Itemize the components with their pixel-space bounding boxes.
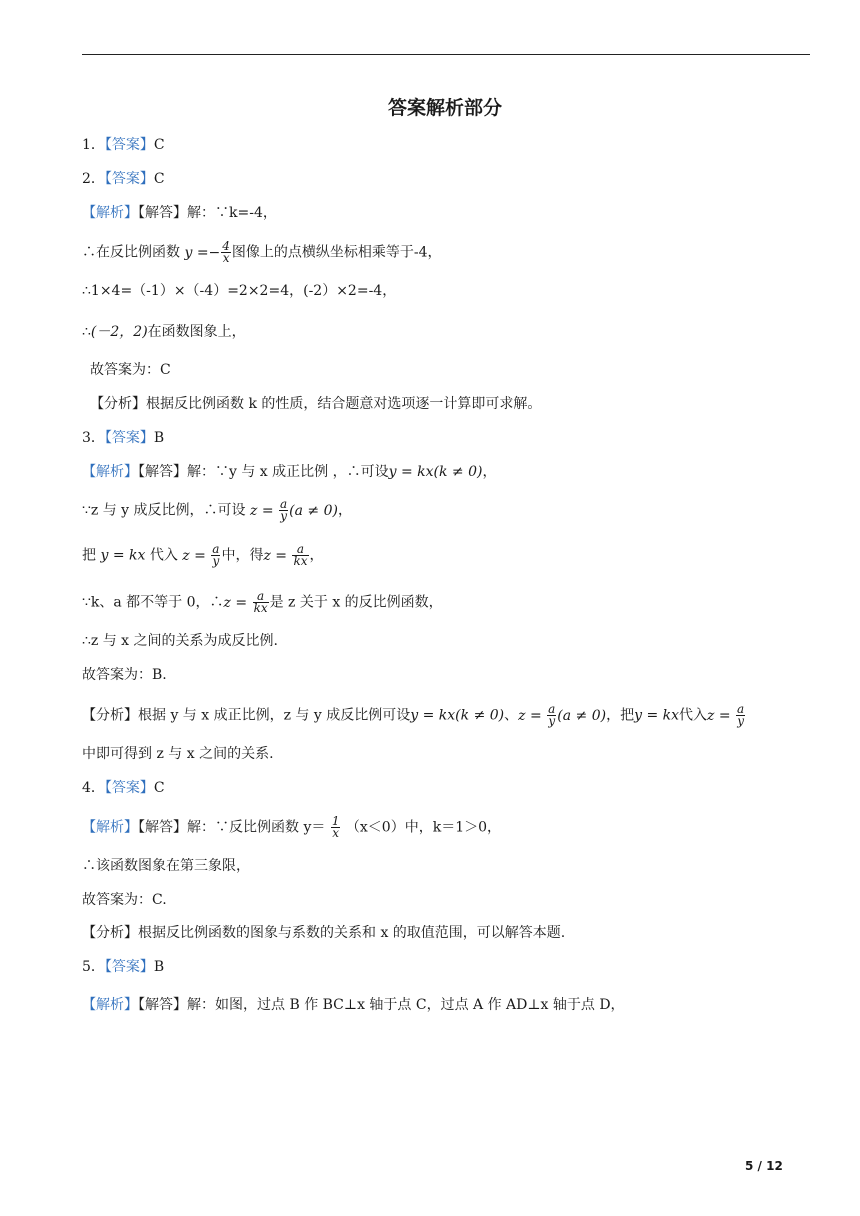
- q3-solution-2: ∵z 与 y 成反比例，∴可设 z = $\frac{a}{y}$ (a ≠ 0)，: [82, 497, 352, 523]
- q4-solution-3: 故答案为：C.: [82, 892, 167, 908]
- q3-analysis-1: 【分析】根据 y 与 x 成正比例，z 与 y 成反比例可设y = kx(k ≠ 0)、z = $\frac{a}{y}$ (a ≠ 0)，把y = kx代入z = $\frac{a}{y}$: [82, 702, 745, 728]
- page-title: 答案解析部分: [387, 97, 502, 119]
- q4-solution-2: ∴该函数图象在第三象限，: [82, 858, 250, 874]
- q2-solution-3: ∴1×4=（-1）×（-4）=2×2=4，(-2）×2=-4，: [82, 283, 397, 299]
- q3-solution-1: 【解析】【解答】解：∵y 与 x 成正比例 ，∴可设y = kx(k ≠ 0)，: [82, 464, 497, 480]
- page-number: 5 / 12: [745, 1159, 783, 1173]
- q5-solution-1: 【解析】【解答】解：如图，过点 B 作 BC⊥x 轴于点 C，过点 A 作 AD⊥x 轴于点 D，: [82, 997, 625, 1013]
- q3-analysis-2: 中即可得到 z 与 x 之间的关系.: [82, 746, 274, 762]
- q1-answer-line: 1．【答案】C: [82, 137, 165, 153]
- math-formula: y =− $\frac{4}{x}$: [184, 239, 230, 265]
- q2-solution-5: 故答案为：C: [90, 362, 171, 378]
- q2-analysis: 【分析】根据反比例函数 k 的性质，结合题意对选项逐一计算即可求解。: [90, 396, 542, 412]
- q5-answer-line: 5．【答案】B: [82, 959, 165, 975]
- q4-solution-1: 【解析】【解答】解：∵反比例函数 y＝ $\frac{1}{x}$ （x＜0）中，k＝1＞0，: [82, 814, 502, 840]
- q2-answer-line: 2．【答案】C: [82, 171, 165, 187]
- math-formula: $\frac{1}{x}$: [331, 814, 340, 840]
- math-formula: z = $\frac{a}{y}$ (a ≠ 0): [250, 497, 338, 523]
- q3-solution-3: 把 y = kx 代入 z = $\frac{a}{y}$ 中，得z = $\frac{a}{kx}$ ，: [82, 542, 324, 568]
- q3-solution-5: ∴z 与 x 之间的关系为成反比例.: [82, 633, 278, 649]
- header-rule: [82, 54, 810, 55]
- q4-analysis: 【分析】根据反比例函数的图象与系数的关系和 x 的取值范围，可以解答本题.: [82, 925, 566, 941]
- q3-solution-4: ∵k、a 都不等于 0，∴z = $\frac{a}{kx}$ 是 z 关于 x 的反比例函数，: [82, 589, 443, 615]
- q4-answer-line: 4．【答案】C: [82, 780, 165, 796]
- q2-solution-4: ∴(－2，2)在函数图象上，: [82, 324, 246, 340]
- q3-answer-line: 3．【答案】B: [82, 430, 165, 446]
- q2-solution-1: 【解析】【解答】解：∵k=-4，: [82, 205, 277, 221]
- q3-solution-6: 故答案为：B.: [82, 667, 167, 683]
- q2-solution-2: ∴在反比例函数 y =− $\frac{4}{x}$ 图像上的点横纵坐标相乘等于-4，: [82, 239, 442, 265]
